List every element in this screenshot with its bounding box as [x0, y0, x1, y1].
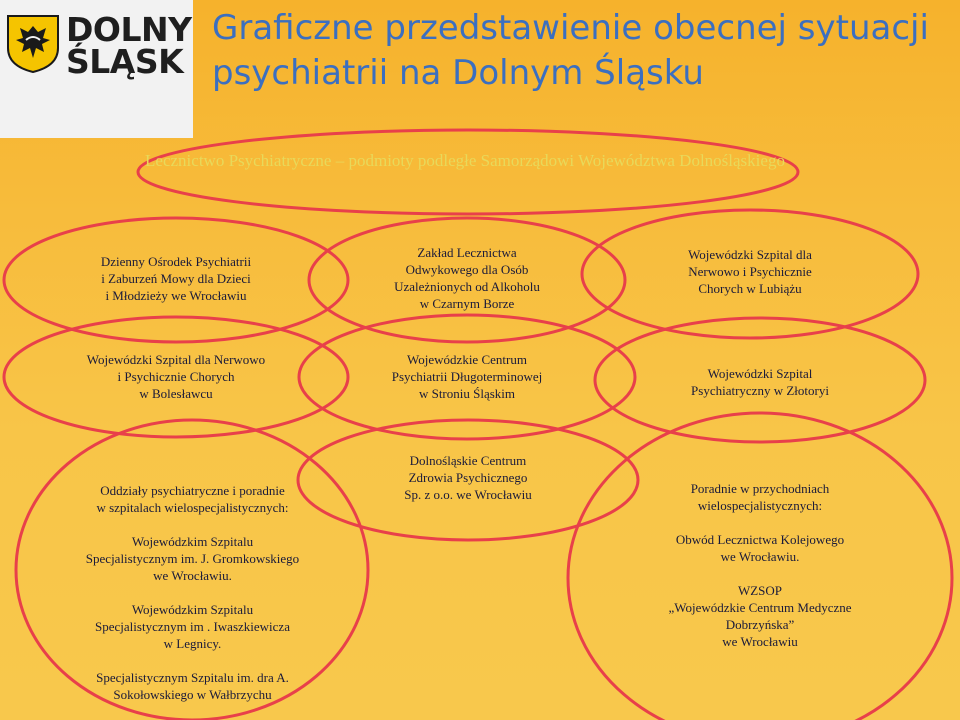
- node-stronie: Wojewódzkie Centrum Psychiatrii Długoterminowej w Stroniu Śląskim: [391, 352, 543, 401]
- page-title: Graficzne przedstawienie obecnej sytuacji psychiatrii na Dolnym Śląsku: [212, 8, 929, 93]
- node-lubiaz: Wojewódzki Szpital dla Nerwowo i Psychicznie Chorych w Lubiążu: [688, 247, 812, 296]
- oddzialy-intro: Oddziały psychiatryczne i poradnie w szpitalach wielospecjalistycznych:: [96, 483, 289, 515]
- subtitle: Lecznictwo Psychiatryczne – podmioty podległe Samorządowi Województwa Dolnośląskiego: [145, 151, 785, 170]
- node-poradnie: [612, 480, 908, 650]
- oval-subtitle: [138, 130, 798, 214]
- poradnie-wzsop: WZSOP „Wojewódzkie Centrum Medyczne Dobrzyńska” we Wrocławiu: [668, 583, 852, 649]
- logo-line-2: ŚLĄSK: [66, 42, 184, 81]
- oddzialy-iwaszkiewicz: Wojewódzkim Szpitalu Specjalistycznym im . Iwaszkiewicza w Legnicy.: [95, 602, 290, 651]
- node-dczp: Dolnośląskie Centrum Zdrowia Psychicznego Sp. z o.o. we Wrocławiu: [404, 453, 532, 502]
- oddzialy-sokolowski: Specjalistycznym Szpitalu im. dra A. Sokołowskiego w Wałbrzychu: [96, 670, 289, 702]
- poradnie-intro: Poradnie w przychodniach wielospecjalistycznych:: [690, 481, 830, 513]
- oddzialy-gromkowski: Wojewódzkim Szpitalu Specjalistycznym im. J. Gromkowskiego we Wrocławiu.: [85, 534, 300, 583]
- node-boleslawiec: Wojewódzki Szpital dla Nerwowo i Psychicznie Chorych w Bolesławcu: [86, 352, 266, 401]
- node-zlotoryja: Wojewódzki Szpital Psychiatryczny w Złotoryi: [691, 366, 829, 398]
- node-dzienny: Dzienny Ośrodek Psychiatrii i Zaburzeń Mowy dla Dzieci i Młodzieży we Wrocławiu: [100, 254, 252, 303]
- node-czarny-bor: Zakład Lecznictwa Odwykowego dla Osób Uzależnionych od Alkoholu w Czarnym Borze: [394, 245, 540, 311]
- poradnie-kolejowy: Obwód Lecznictwa Kolejowego we Wrocławiu.: [675, 532, 845, 564]
- logo-line-1: DOLNY: [66, 10, 192, 49]
- node-oddzialy: [40, 482, 345, 703]
